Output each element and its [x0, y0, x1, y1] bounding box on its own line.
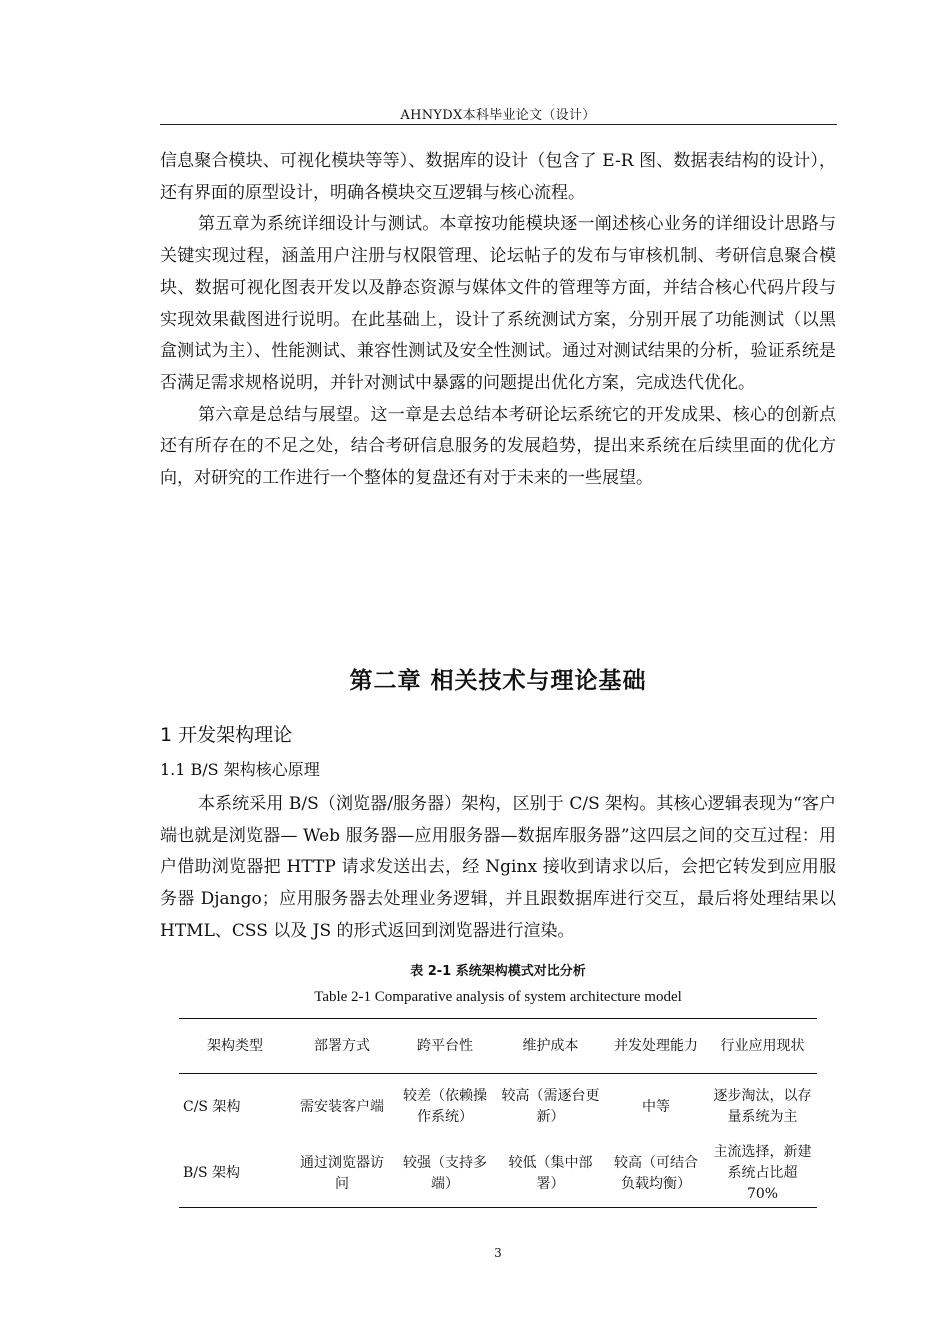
- intro-paragraph-3: 第六章是总结与展望。这一章是去总结本考研论坛系统它的开发成果、核心的创新点还有所存在的不足之处，结合考研信息服务的发展趋势，提出来系统在后续里面的优化方向，对研究的工作进行一个整体的复盘还有对于未来的一些展望。: [160, 404, 836, 489]
- table-cell: C/S 架构: [183, 1098, 241, 1115]
- table-cell: 逐步淘汰，以存量系统为主: [713, 1088, 812, 1125]
- running-header: AHNYDX本科毕业论文（设计）: [400, 108, 596, 123]
- table-header-row: [179, 1019, 817, 1074]
- chapter-title: 第二章 相关技术与理论基础: [349, 668, 647, 694]
- table-cell: 较低（集中部署）: [508, 1154, 593, 1192]
- intro-paragraph-2: 第五章为系统详细设计与测试。本章按功能模块逐一阐述核心业务的详细设计思路与关键实现过程，涵盖用户注册与权限管理、论坛帖子的发布与审核机制、考研信息聚合模块、数据可视化图表开发以及静态资源与媒体文件的管理等方面，并结合核心代码片段与实现效果截图进行说明。在此基础上，设计了系统测试方案，分别开展了功能测试（以黑盒测试为主）、性能测试、兼容性测试及安全性测试。通过对测试结果的分析，验证系统是否满足需求规格说明，并针对测试中暴露的问题提出优化方案，完成迭代优化。: [160, 214, 836, 393]
- table-row: [179, 1140, 817, 1208]
- page-number: 3: [494, 1246, 502, 1260]
- table-caption-cn: 表 2-1 系统架构模式对比分析: [410, 964, 586, 979]
- table-cell: 较高（可结合负载均衡）: [614, 1154, 698, 1192]
- table-row: [179, 1074, 817, 1141]
- table-cell: 较高（需逐台更新）: [501, 1088, 600, 1125]
- table-header-cell: 跨平台性: [417, 1037, 473, 1054]
- table-cell: 较强（支持多端）: [403, 1154, 487, 1192]
- section-1-1-paragraph: 本系统采用 B/S（浏览器/服务器）架构，区别于 C/S 架构。其核心逻辑表现为“客户端也就是浏览器— Web 服务器—应用服务器—数据库服务器”这四层之间的交互过程：用户借助浏览器把 HTTP 请求发送出去，经 Nginx 接收到请求以后，会把它转发到应用服务器 Django；应用服务器去处理业务逻辑，并且跟数据库进行交互，最后将处理结果以 HTML、CSS 以及 JS 的形式返回到浏览器进行渲染。: [160, 794, 836, 941]
- table-header-cell: 行业应用现状: [720, 1037, 805, 1054]
- table-cell: 需安装客户端: [300, 1098, 384, 1115]
- header-rule: [160, 124, 837, 125]
- intro-text: [160, 146, 836, 495]
- intro-paragraph-1: 信息聚合模块、可视化模块等等）、数据库的设计（包含了 E-R 图、数据表结构的设计），还有界面的原型设计，明确各模块交互逻辑与核心流程。: [160, 151, 836, 203]
- table-caption-en: Table 2-1 Comparative analysis of system architecture model: [314, 989, 682, 1005]
- table-cell: 较差（依赖操作系统）: [403, 1088, 487, 1125]
- table-header-cell: 架构类型: [207, 1037, 263, 1054]
- table-cell: 主流选择，新建系统占比超 70%: [713, 1144, 812, 1202]
- table-cell: 通过浏览器访问: [300, 1154, 384, 1192]
- table-header-cell: 维护成本: [522, 1037, 579, 1054]
- section-heading-1: 1 开发架构理论: [160, 724, 293, 746]
- table-header-cell: 并发处理能力: [614, 1037, 698, 1054]
- section-heading-1-1: 1.1 B/S 架构核心原理: [160, 760, 320, 779]
- table-header-cell: 部署方式: [314, 1037, 370, 1054]
- architecture-comparison-table: [179, 1018, 817, 1208]
- table-cell: B/S 架构: [183, 1165, 241, 1181]
- table-cell: 中等: [642, 1098, 670, 1115]
- section-1-1-text: [160, 789, 836, 948]
